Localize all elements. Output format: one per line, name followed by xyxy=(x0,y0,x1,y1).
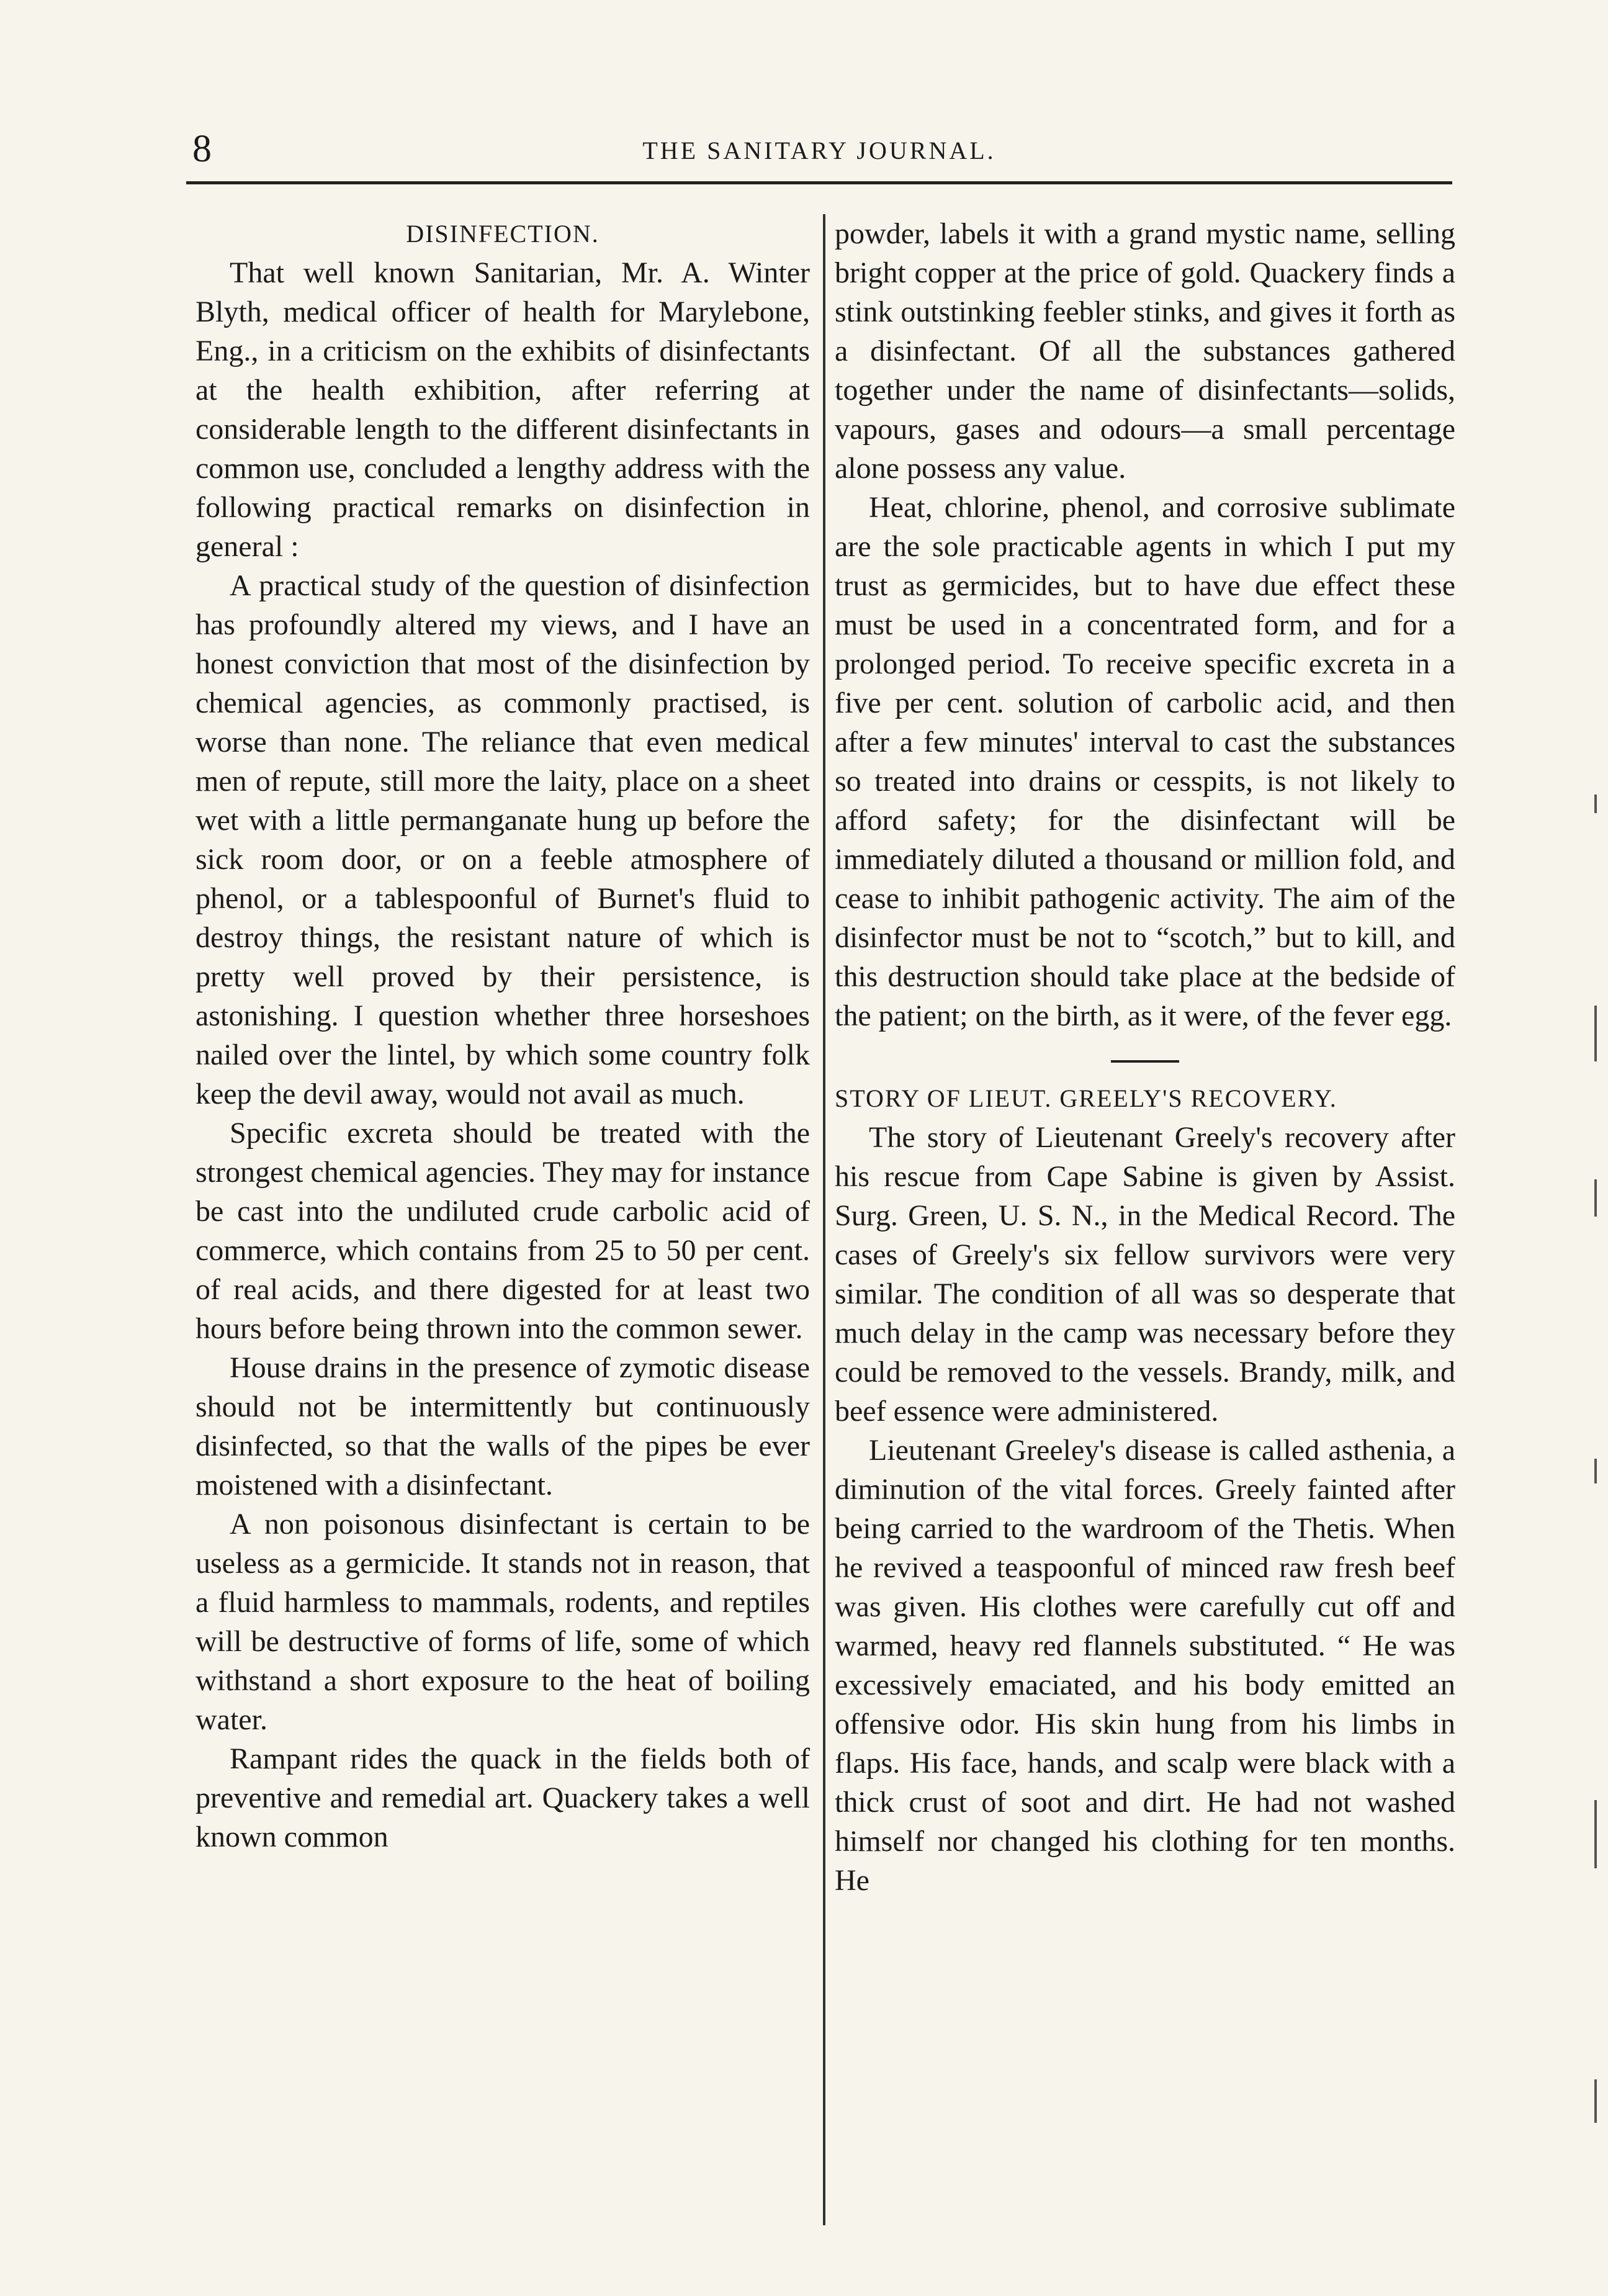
header-rule xyxy=(186,181,1452,184)
scan-artifact xyxy=(1594,1459,1597,1483)
scan-artifact xyxy=(1594,1179,1597,1217)
article-heading-disinfection: DISINFECTION. xyxy=(406,220,600,248)
paragraph: Rampant rides the quack in the fields both of preventive and remedial art. Quackery takes a well known common xyxy=(195,1742,810,1853)
paragraph: Heat, chlorine, phenol, and corrosive sublimate are the sole practicable agents in which I put my trust as germicides, but to have due effect these must be used in a concentrated form, and for a prolonged period. To receive specific excreta in a five per cent. solution of carbolic acid, and then after a few minutes' interval to cast the substances so treated into drains or cesspits, is not likely to afford safety; for the disinfectant will be immediately diluted a thousand or million fold, and cease to inhibit pathogenic activity. The aim of the disinfector must be not to “scotch,” but to kill, and this destruction should take place at the bedside of the patient; on the birth, as it were, of the fever egg. xyxy=(835,491,1455,1032)
paragraph: House drains in the presence of zymotic disease should not be intermittently but continuously disinfected, so that the walls of the pipes be ever moistened with a disinfectant. xyxy=(195,1351,810,1501)
page-header xyxy=(192,127,1446,171)
paragraph: A practical study of the question of disinfection has profoundly altered my views, and I have an honest conviction that most of the disinfection by chemical agencies, as commonly practised, is worse than none. The reliance that even medical men of repute, still more the laity, place on a sheet wet with a little permanganate hung up before the sick room door, or on a feeble atmosphere of phenol, or a tablespoonful of Burnet's fluid to destroy things, the resistant nature of which is pretty well proved by their persistence, is astonishing. I question whether three horseshoes nailed over the lintel, by which some country folk keep the devil away, would not avail as much. xyxy=(195,569,810,1110)
paragraph: That well known Sanitarian, Mr. A. Winter Blyth, medical officer of health for Marylebone, Eng., in a criticism on the exhibits of disinfectants at the health exhibition, after referring at considerable length to the different disinfectants in common use, concluded a lengthy address with the following practical remarks on disinfection in general : xyxy=(195,256,810,563)
scan-artifact xyxy=(1594,2079,1597,2123)
scan-artifact xyxy=(1594,1800,1597,1868)
paragraph: Specific excreta should be treated with the strongest chemical agencies. They may for instance be cast into the undiluted crude carbolic acid of commerce, which contains from 25 to 50 per cent. of real acids, and there digested for at least two hours before being thrown into the common sewer. xyxy=(195,1117,810,1345)
paragraph: The story of Lieutenant Greely's recovery after his rescue from Cape Sabine is given by Assist. Surg. Green, U. S. N., in the Medical Record. The cases of Greely's six fellow survivors were very similar. The condition of all was so desperate that much delay in the camp was necessary before they could be removed to the vessels. Brandy, milk, and beef essence were administered. xyxy=(835,1121,1455,1428)
left-column xyxy=(195,214,810,1857)
paragraph: powder, labels it with a grand mystic name, selling bright copper at the price of gold. Quackery finds a stink outstinking feebler stinks, and gives it forth as a disinfectant. Of all the substances gathered together under the name of disinfectants—solids, vapours, gases and odours—a small percentage alone possess any value. xyxy=(835,217,1455,485)
paragraph: Lieutenant Greeley's disease is called asthenia, a diminution of the vital forces. Greely fainted after being carried to the wardroom of the Thetis. When he revived a teaspoonful of minced raw fresh beef was given. His clothes were carefully cut off and warmed, heavy red flannels substituted. “ He was excessively emaciated, and his body emitted an offensive odor. His skin hung from his limbs in flaps. His face, hands, and scalp were black with a thick crust of soot and dirt. He had not washed himself nor changed his clothing for ten months. He xyxy=(835,1434,1455,1897)
right-column xyxy=(835,214,1455,1900)
paragraph: A non poisonous disinfectant is certain to be useless as a germicide. It stands not in reason, that a fluid harmless to mammals, rodents, and reptiles will be destructive of forms of life, some of which withstand a short exposure to the heat of boiling water. xyxy=(195,1508,810,1736)
section-divider xyxy=(1111,1060,1179,1063)
page-number: 8 xyxy=(192,128,212,170)
scan-artifact xyxy=(1594,1006,1597,1061)
running-title: THE SANITARY JOURNAL. xyxy=(642,137,996,164)
scan-artifact xyxy=(1594,795,1597,813)
article-heading-greely: STORY OF LIEUT. GREELY'S RECOVERY. xyxy=(835,1084,1337,1112)
column-divider xyxy=(823,214,825,2225)
